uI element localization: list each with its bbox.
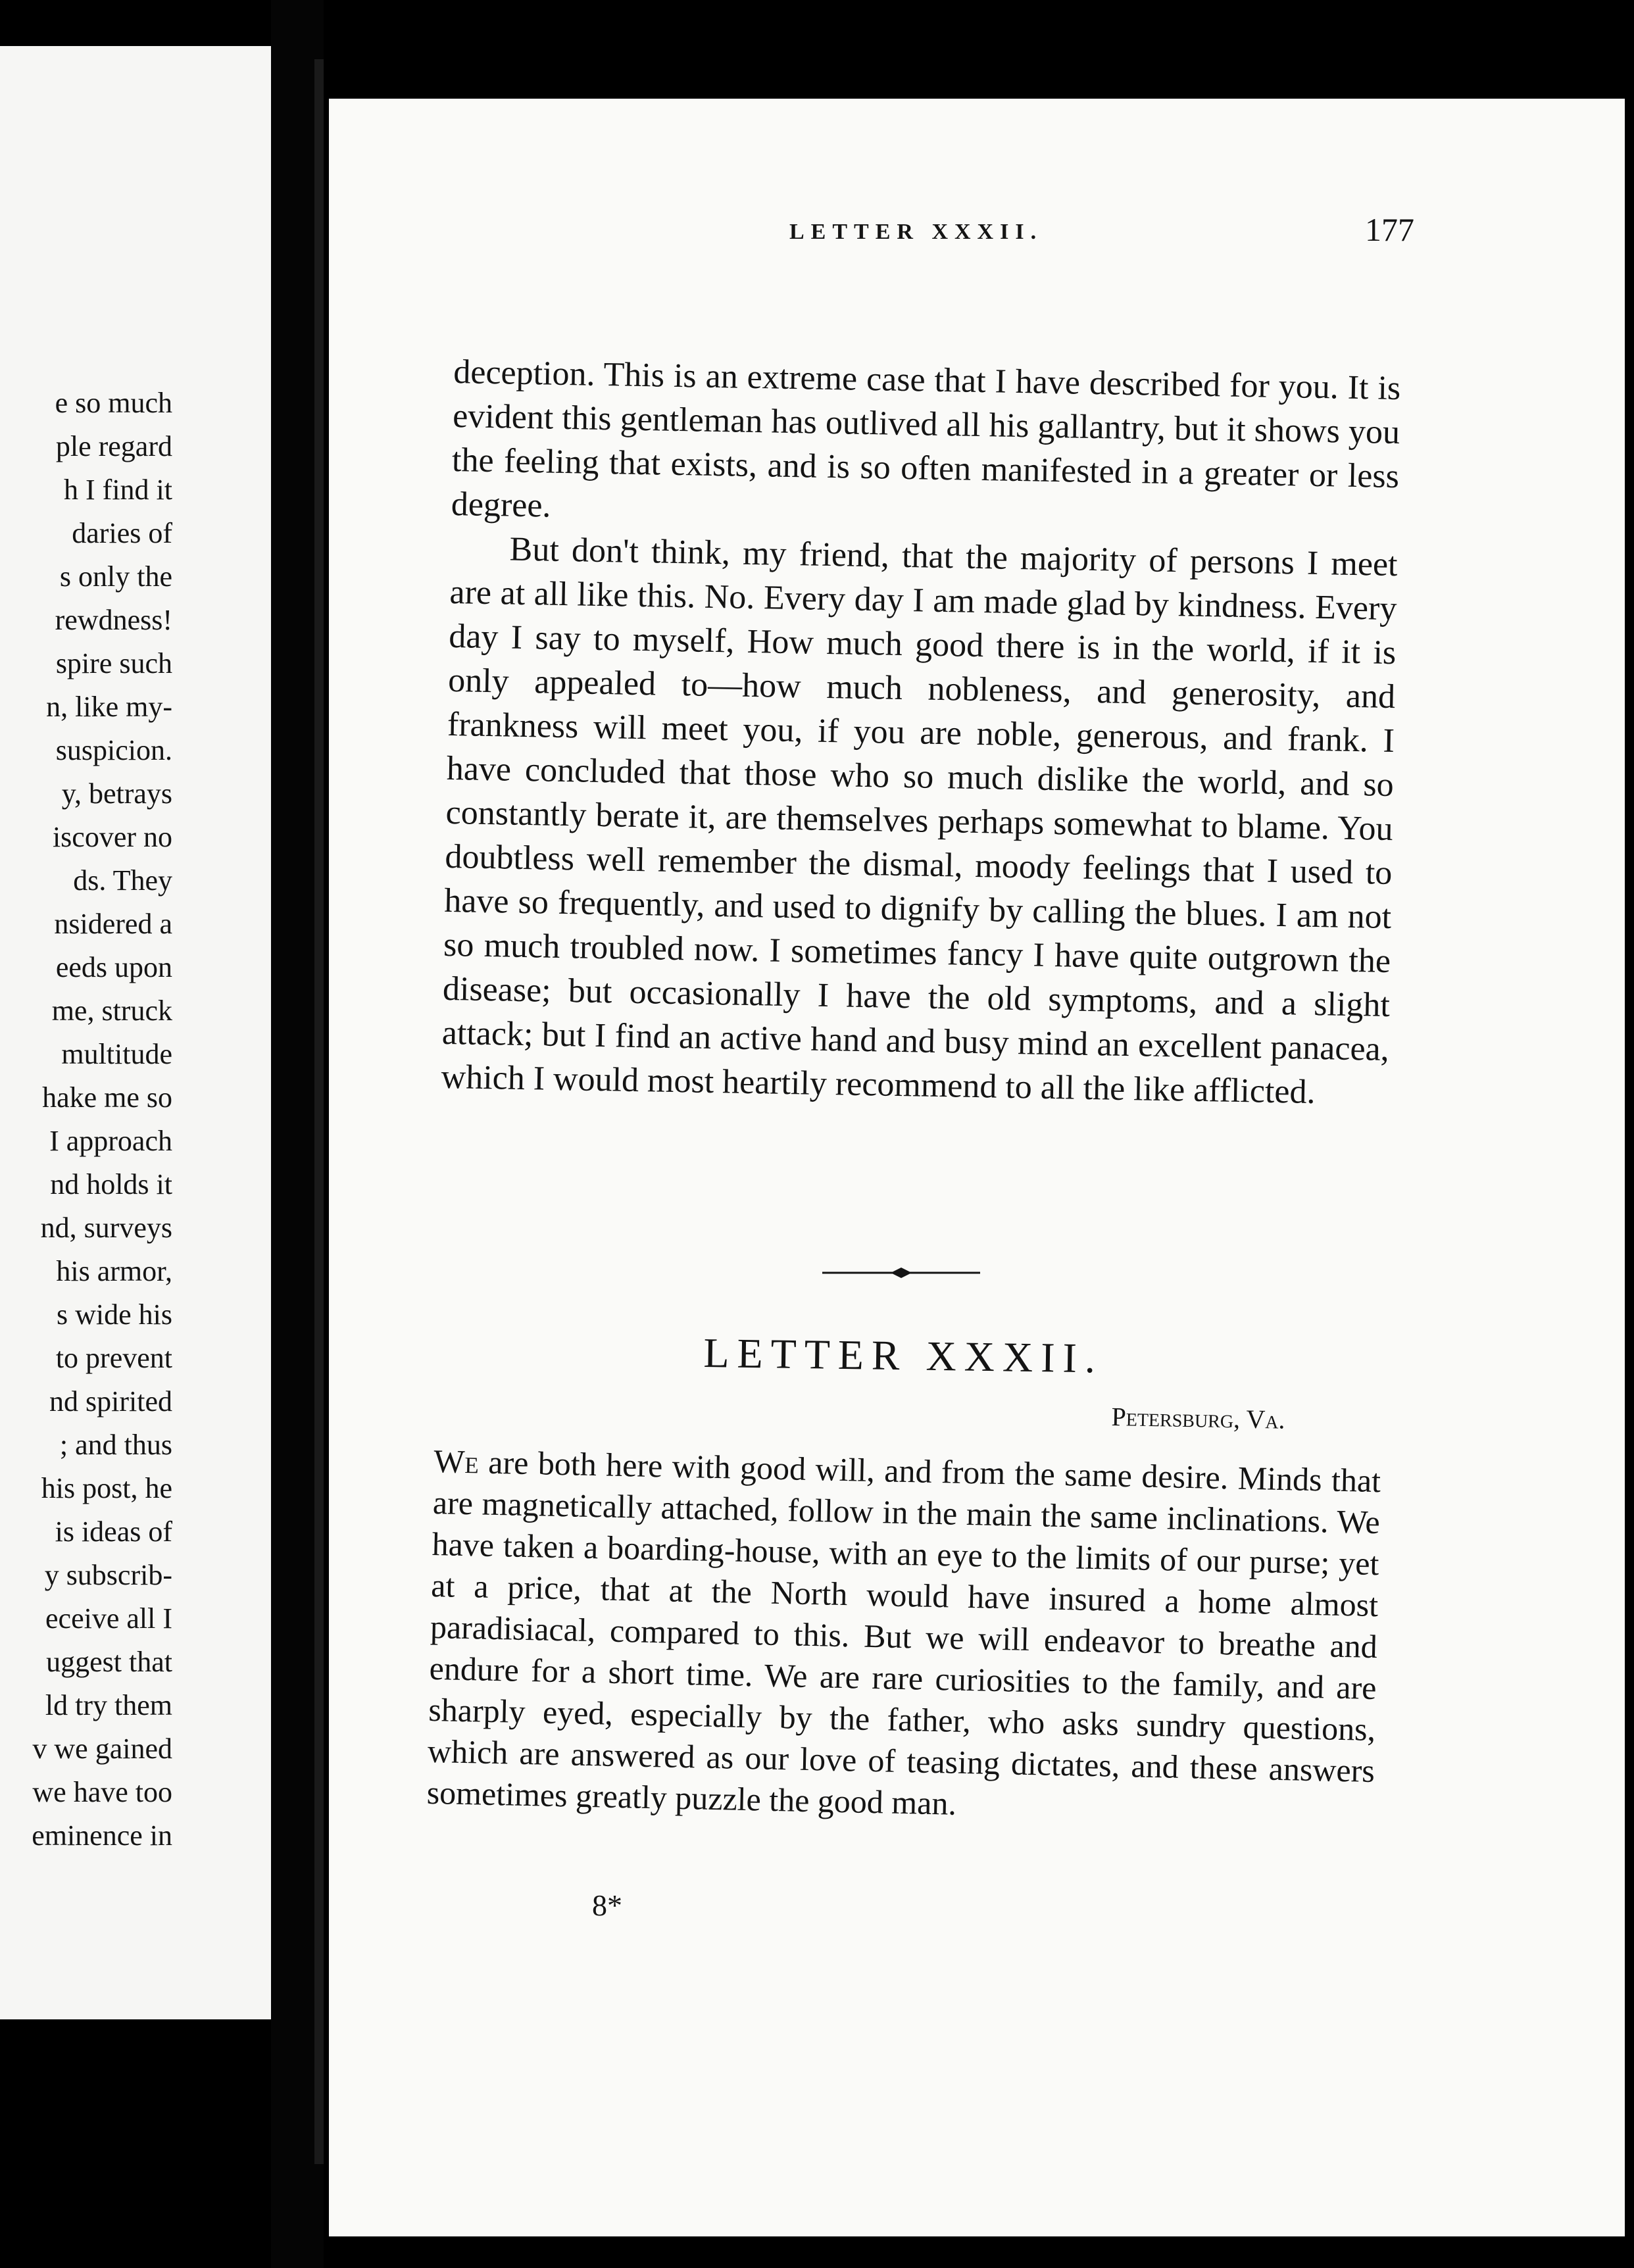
left-page-line: me, struck	[51, 995, 172, 1027]
section-divider-ornament	[822, 1263, 980, 1283]
left-page-line: ; and thus	[59, 1429, 172, 1461]
left-page-line: e so much	[55, 387, 172, 419]
left-page-line: n, like my-	[46, 691, 172, 723]
left-page-line: his armor,	[56, 1255, 172, 1287]
left-page-fragment	[0, 46, 271, 2019]
left-page-line: nd holds it	[50, 1168, 172, 1200]
left-page-line: nd spirited	[49, 1385, 172, 1418]
running-title: LETTER XXXII.	[789, 220, 1043, 244]
left-page-line: hake me so	[42, 1081, 172, 1114]
left-page-line: spire such	[55, 647, 172, 679]
left-page-line: uggest that	[46, 1646, 172, 1678]
left-page-line: his post, he	[41, 1472, 172, 1504]
left-page-line: I approach	[49, 1125, 172, 1157]
left-page-line: eminence in	[32, 1819, 172, 1852]
left-page-line: h I find it	[64, 474, 172, 506]
paragraph: But don't think, my friend, that the majority of persons I meet are at all like this. No. Every day I am made glad by kindness. Every day I say to myself, How much good there is in the world, if it is only appealed to—how much nobleness, and generosity, and frankness will meet you, if you are noble, generous, and frank. I have concluded that those who so much dislike the world, and so constantly berate it, are themselves perhaps somewhat to blame. You doubtless well remember the dismal, moody feelings that I used to have so frequently, and used to dignify by calling the blues. I am not so much troubled now. I sometimes fancy I have quite outgrown the disease; but occasionally I have the old symptoms, and a slight attack; but I find an active hand and busy mind an excellent panacea, which I would most heartily recommend to all the like afflicted.	[441, 530, 1399, 1112]
left-page-line: daries of	[72, 517, 172, 549]
paragraph: deception. This is an extreme case that I have described for you. It is evident this gentleman has outlived all his gallantry, but it shows you the feeling that exists, and is so often manifested in a greater or less degree.	[451, 353, 1401, 525]
paragraph	[426, 1441, 1381, 1833]
left-page-line: ds. They	[73, 864, 172, 897]
left-page-line: nd, surveys	[40, 1212, 172, 1244]
left-page-line: rewdness!	[55, 604, 172, 636]
left-page-line: multitude	[61, 1038, 172, 1070]
left-page-line: s wide his	[57, 1298, 172, 1331]
previous-letter-text	[441, 350, 1401, 1116]
opening-words: We	[433, 1442, 480, 1481]
left-page-line: ple regard	[55, 430, 172, 462]
page-number: 177	[1365, 211, 1414, 248]
page-header	[460, 210, 1414, 263]
left-page-line: iscover no	[52, 821, 172, 853]
signature-mark: 8*	[592, 1888, 622, 1922]
left-page-line: y subscrib-	[44, 1559, 172, 1591]
left-page-line: s only the	[59, 560, 172, 593]
left-page-line: ld try them	[45, 1689, 172, 1721]
left-page-line: nsidered a	[54, 908, 172, 940]
left-page-line: suspicion.	[55, 734, 172, 766]
left-page-line: eceive all I	[45, 1602, 172, 1635]
left-page-line: y, betrays	[61, 777, 172, 810]
left-page-line: to prevent	[55, 1342, 172, 1374]
dateline-place: Petersburg, Va.	[1111, 1401, 1285, 1435]
left-page-line: we have too	[32, 1776, 172, 1808]
letter-body: are both here with good will, and from the same desire. Minds that are magnetically attached, follow in the main the same inclinations. We have taken a boarding-house, with an eye to the limits of our purse; yet at a price, that at the North would have insured a home almost paradisiacal, compared to this. But we will endeavor to breathe and endure for a short time. We are rare curiosities to the family, and are sharply eyed, especially by the father, who asks sundry questions, which are answered as our love of teasing dictates, and these answers sometimes greatly puzzle the good man.	[426, 1443, 1381, 1822]
new-letter-text	[426, 1441, 1381, 1833]
spine-shadow	[314, 59, 324, 2164]
left-page-line: eeds upon	[55, 951, 172, 983]
left-page-line: is ideas of	[55, 1516, 172, 1548]
left-page-line: v we gained	[32, 1733, 172, 1765]
letter-heading: LETTER XXXII.	[703, 1329, 1104, 1382]
